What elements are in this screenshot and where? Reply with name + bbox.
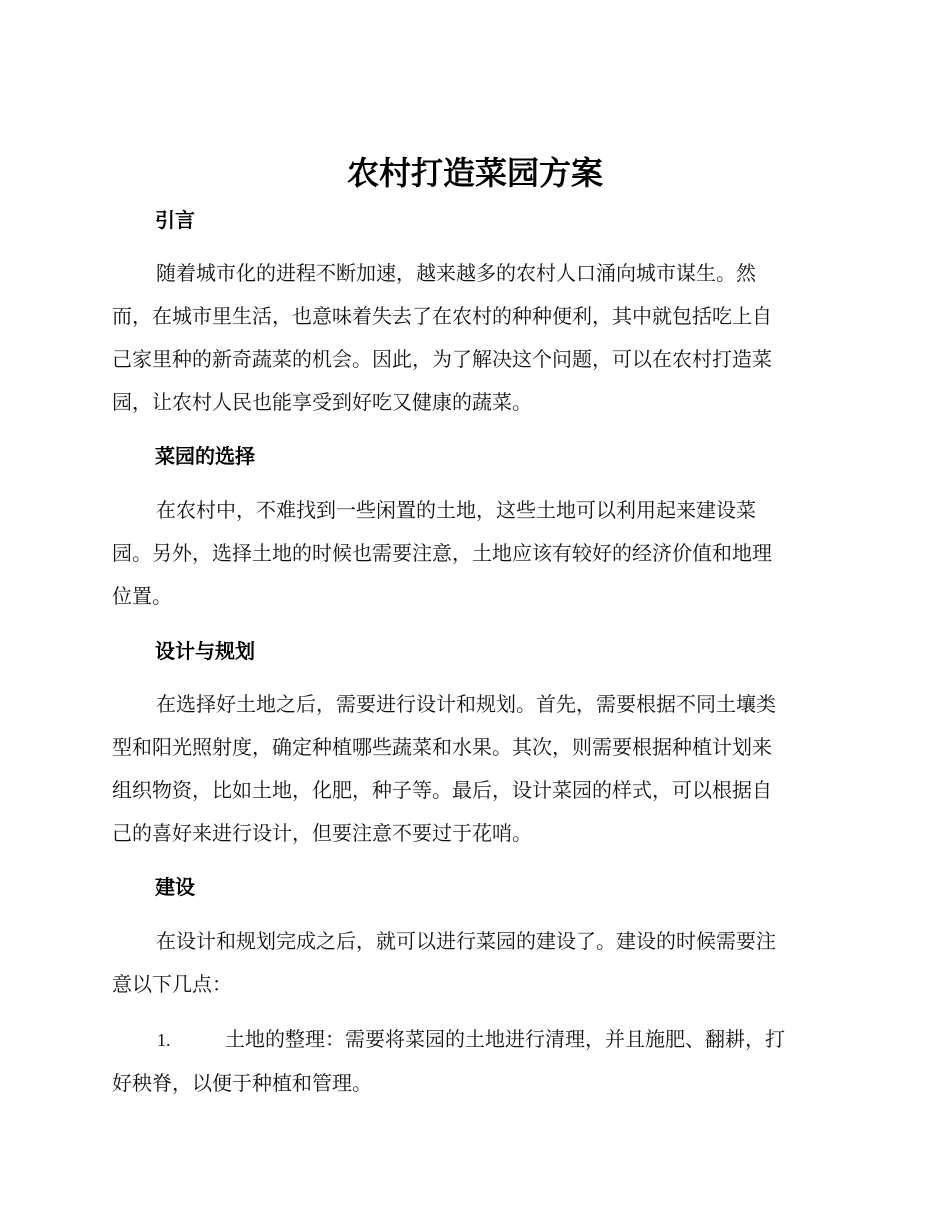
- list-item-text: 土地的整理：需要将菜园的土地进行清理，并且施肥、翻耕，打: [225, 1027, 785, 1051]
- section-heading-garden-selection: 菜园的选择: [155, 444, 255, 468]
- section-paragraph-design-planning: [112, 683, 832, 855]
- section-heading-design-planning: 设计与规划: [155, 639, 255, 663]
- paragraph-line: 意以下几点：: [112, 972, 232, 996]
- paragraph-line: 型和阳光照射度，确定种植哪些蔬菜和水果。其次，则需要根据种植计划来: [112, 735, 772, 759]
- paragraph-line: 位置。: [112, 584, 172, 608]
- list-item-text: 好秧脊，以便于种植和管理。: [112, 1071, 372, 1095]
- document-title: 农村打造菜园方案: [346, 154, 603, 192]
- paragraph-line: 在农村中，不难找到一些闲置的土地，这些土地可以利用起来建设菜: [156, 498, 756, 522]
- paragraph-line: 组织物资，比如土地，化肥，种子等。最后，设计菜园的样式，可以根据自: [112, 778, 772, 802]
- paragraph-line: 己的喜好来进行设计，但要注意不要过于花哨。: [112, 821, 532, 845]
- section-paragraph-intro: [112, 252, 832, 424]
- section-paragraph-garden-selection: [112, 489, 832, 618]
- section-heading-construction: 建设: [155, 875, 195, 899]
- paragraph-line: 己家里种的新奇蔬菜的机会。因此，为了解决这个问题，可以在农村打造菜: [112, 347, 772, 371]
- paragraph-line: 随着城市化的进程不断加速，越来越多的农村人口涌向城市谋生。然: [156, 261, 756, 285]
- list-item-number: 1.: [157, 1030, 171, 1050]
- paragraph-line: 而，在城市里生活，也意味着失去了在农村的种种便利，其中就包括吃上自: [112, 304, 772, 328]
- paragraph-line: 在设计和规划完成之后，就可以进行菜园的建设了。建设的时候需要注: [156, 929, 776, 953]
- list-item: [112, 1018, 832, 1105]
- paragraph-line: 园，让农村人民也能享受到好吃又健康的蔬菜。: [112, 390, 532, 414]
- list-item-first-line: [112, 1018, 832, 1062]
- paragraph-line: 在选择好土地之后，需要进行设计和规划。首先，需要根据不同土壤类: [156, 692, 776, 716]
- section-paragraph-construction: [112, 920, 832, 1006]
- paragraph-line: 园。另外，选择土地的时候也需要注意，土地应该有较好的经济价值和地理: [112, 541, 772, 565]
- section-heading-intro: 引言: [155, 208, 195, 232]
